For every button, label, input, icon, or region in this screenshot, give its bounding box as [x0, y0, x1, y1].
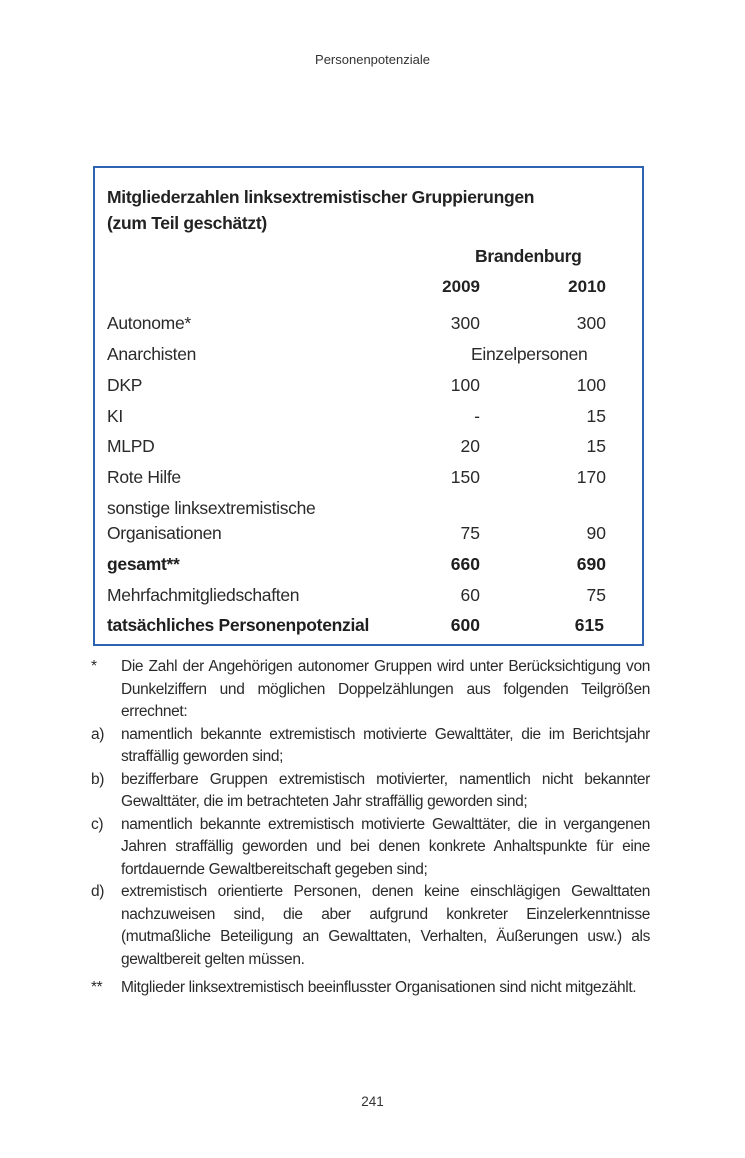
- value-2010: 75: [586, 585, 606, 605]
- row-label: MLPD: [107, 436, 155, 456]
- value-2010: 170: [576, 467, 606, 487]
- value-2010-total: 690: [576, 554, 606, 574]
- footnote: [91, 814, 650, 882]
- footnote-mark: a): [91, 725, 105, 743]
- value-span: Einzelpersonen: [471, 344, 588, 364]
- table-title-line1: Mitgliederzahlen linksextremistischer Gruppierungen: [107, 187, 535, 207]
- value-2009: -: [474, 406, 480, 426]
- value-2010: 15: [586, 436, 606, 456]
- row-label: Mehrfachmitgliedschaften: [107, 585, 300, 605]
- value-2009: 150: [450, 467, 480, 487]
- page-number: 241: [361, 1094, 384, 1109]
- footnote-text: Mitglieder linksextremistisch beeinflusster Organisationen sind nicht mitgezählt.: [121, 979, 637, 996]
- footnote: [91, 769, 650, 814]
- value-2010: 100: [576, 375, 606, 395]
- row-label: Organisationen: [107, 523, 222, 543]
- footnote-mark: b): [91, 770, 105, 788]
- row-label: DKP: [107, 375, 143, 395]
- year-2010-header: 2010: [568, 277, 606, 296]
- table-title-line2: (zum Teil geschätzt): [107, 213, 267, 233]
- footnote-mark: c): [91, 815, 104, 833]
- running-header: Personenpotenziale: [315, 52, 430, 67]
- footnote: [91, 656, 650, 724]
- row-label: Autonome*: [107, 313, 191, 333]
- table-title: [107, 184, 534, 236]
- row-label-actual: tatsächliches Personenpotenzial: [107, 615, 370, 635]
- footnote-text: namentlich bekannte extremistisch motivierte Gewalttäter, die im Berichtsjahr straffällig geworden sind;: [121, 725, 650, 765]
- value-2010: 15: [586, 406, 606, 426]
- value-2010: 90: [586, 523, 606, 543]
- value-2010-actual: 615: [574, 615, 604, 635]
- footnote-mark: *: [91, 658, 97, 675]
- membership-table-box: [93, 166, 644, 646]
- footnote: [91, 881, 650, 971]
- year-2009-header: 2009: [442, 277, 480, 296]
- value-2009: 60: [460, 585, 480, 605]
- footnote: [91, 977, 650, 1000]
- value-2009: 20: [460, 436, 480, 456]
- value-2009-total: 660: [450, 554, 480, 574]
- row-label: Rote Hilfe: [107, 467, 181, 487]
- footnote: [91, 724, 650, 769]
- footnote-text: Die Zahl der Angehörigen autonomer Gruppen wird unter Berücksichtigung von Dunkelziffern und möglichen Doppelzählungen aus folgenden Teilgrößen errechnet:: [121, 658, 650, 720]
- value-2009: 100: [450, 375, 480, 395]
- footnote-mark: d): [91, 883, 105, 900]
- footnote-text: namentlich bekannte extremistisch motivierte Gewalttäter, die in vergangenen Jahren straffällig geworden und bei denen konkrete Anhaltspunkte für eine fortdauernde Gewaltbereitschaft gegeben sind;: [121, 815, 650, 878]
- region-header: Brandenburg: [475, 246, 582, 266]
- value-2010: 300: [576, 313, 606, 333]
- row-label-line1: sonstige linksextremistische: [107, 498, 316, 518]
- row-label: KI: [107, 406, 123, 426]
- value-2009: 300: [450, 313, 480, 333]
- footnote-mark: **: [91, 979, 103, 996]
- footnote-text: bezifferbare Gruppen extremistisch motivierter, namentlich nicht bekannter Gewalttäter, die im betrachteten Jahr straffällig geworden sind;: [121, 770, 650, 810]
- row-label: Anarchisten: [107, 344, 197, 364]
- value-2009-actual: 600: [450, 615, 480, 635]
- value-2009: 75: [460, 523, 480, 543]
- footnotes: [91, 656, 650, 1000]
- row-label-total: gesamt**: [107, 554, 180, 574]
- footnote-text: extremistisch orientierte Personen, denen keine einschlägigen Gewalttaten nachzuweisen sind, die aber aufgrund konkreter Einzelerkenntnisse (mutmaßliche Beteiligung an Gewalttaten, Verhalten, Äußerungen usw.) als gewaltbereit gelten müssen.: [121, 883, 650, 968]
